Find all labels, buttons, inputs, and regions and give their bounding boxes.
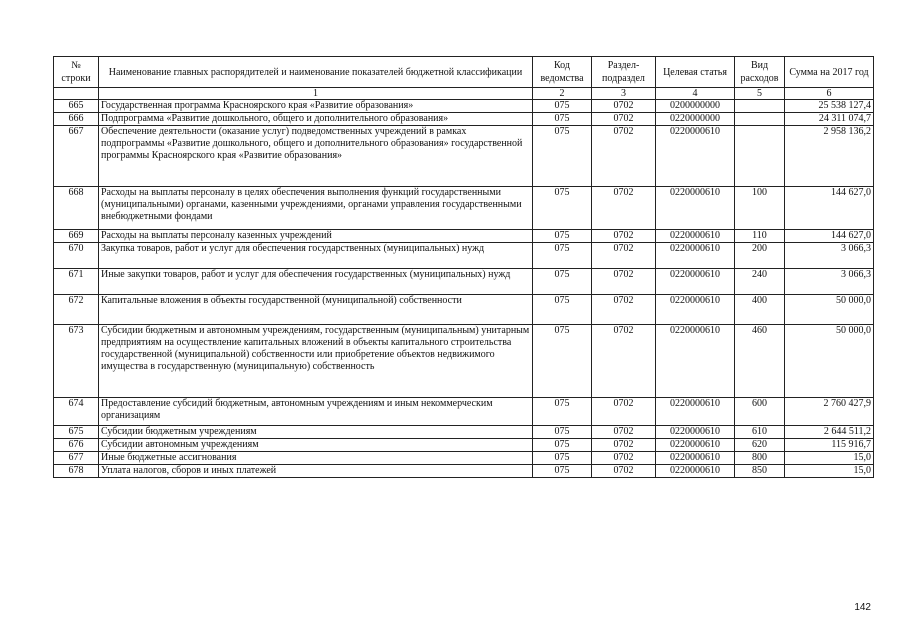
column-index: 4 [656,88,735,100]
row-name: Государственная программа Красноярского края «Развитие образования» [99,100,533,113]
row-expense-type: 600 [735,398,785,426]
row-number: 667 [54,126,99,187]
row-section: 0702 [592,243,656,269]
row-target-item: 0220000000 [656,113,735,126]
header-row [54,57,874,88]
header-department-code: Код ведомства [533,57,592,88]
row-number: 669 [54,230,99,243]
row-target-item: 0200000000 [656,100,735,113]
row-department-code: 075 [533,465,592,478]
row-section: 0702 [592,452,656,465]
row-expense-type: 850 [735,465,785,478]
table-row [54,126,874,187]
column-index: 2 [533,88,592,100]
row-number: 668 [54,187,99,230]
row-expense-type [735,113,785,126]
row-section: 0702 [592,465,656,478]
row-expense-type [735,126,785,187]
row-department-code: 075 [533,398,592,426]
row-sum: 144 627,0 [785,187,874,230]
row-target-item: 0220000610 [656,426,735,439]
row-department-code: 075 [533,243,592,269]
row-name: Субсидии бюджетным учреждениям [99,426,533,439]
row-section: 0702 [592,295,656,325]
row-name: Иные закупки товаров, работ и услуг для обеспечения государственных (муниципальных) нужд [99,269,533,295]
row-name: Субсидии бюджетным и автономным учреждениям, государственным (муниципальным) унитарным предприятиям на осуществление капитальных вложений в объекты капитального строительства государственной (муниципальной) собственности или приобретение объектов недвижимого имущества в государственную (муниципальную) собственность [99,325,533,398]
row-name: Закупка товаров, работ и услуг для обеспечения государственных (муниципальных) нужд [99,243,533,269]
row-target-item: 0220000610 [656,325,735,398]
row-department-code: 075 [533,126,592,187]
table-row [54,187,874,230]
table-row [54,100,874,113]
row-sum: 50 000,0 [785,295,874,325]
table-row [54,295,874,325]
table-row [54,439,874,452]
table-row [54,465,874,478]
row-number: 678 [54,465,99,478]
page-number: 142 [854,602,871,613]
table-row [54,243,874,269]
row-expense-type: 610 [735,426,785,439]
row-department-code: 075 [533,100,592,113]
row-name: Капитальные вложения в объекты государственной (муниципальной) собственности [99,295,533,325]
row-expense-type: 110 [735,230,785,243]
row-name: Обеспечение деятельности (оказание услуг) подведомственных учреждений в рамках подпрограммы «Развитие дошкольного, общего и дополнительного образования» государственной программы Красноярского края «Развитие образования» [99,126,533,187]
row-section: 0702 [592,269,656,295]
row-name: Субсидии автономным учреждениям [99,439,533,452]
row-target-item: 0220000610 [656,295,735,325]
header-sum: Сумма на 2017 год [785,57,874,88]
row-name: Предоставление субсидий бюджетным, автономным учреждениям и иным некоммерческим организациям [99,398,533,426]
row-target-item: 0220000610 [656,452,735,465]
budget-table [53,56,874,478]
row-section: 0702 [592,113,656,126]
row-number: 671 [54,269,99,295]
row-expense-type: 100 [735,187,785,230]
table-body [54,100,874,478]
row-sum: 115 916,7 [785,439,874,452]
row-number: 676 [54,439,99,452]
row-number: 672 [54,295,99,325]
column-index: 5 [735,88,785,100]
row-sum: 50 000,0 [785,325,874,398]
column-index-row [54,88,874,100]
header-name: Наименование главных распорядителей и наименование показателей бюджетной классификации [99,57,533,88]
row-number: 674 [54,398,99,426]
header-section: Раздел-подраздел [592,57,656,88]
row-target-item: 0220000610 [656,269,735,295]
row-expense-type: 200 [735,243,785,269]
table-row [54,426,874,439]
row-sum: 3 066,3 [785,269,874,295]
table-row [54,325,874,398]
row-department-code: 075 [533,325,592,398]
row-number: 666 [54,113,99,126]
row-section: 0702 [592,230,656,243]
row-sum: 3 066,3 [785,243,874,269]
row-section: 0702 [592,398,656,426]
row-sum: 15,0 [785,452,874,465]
row-target-item: 0220000610 [656,126,735,187]
row-section: 0702 [592,439,656,452]
row-sum: 144 627,0 [785,230,874,243]
row-name: Уплата налогов, сборов и иных платежей [99,465,533,478]
row-section: 0702 [592,100,656,113]
row-department-code: 075 [533,452,592,465]
row-number: 670 [54,243,99,269]
row-name: Подпрограмма «Развитие дошкольного, общего и дополнительного образования» [99,113,533,126]
table-row [54,452,874,465]
row-number: 675 [54,426,99,439]
column-index-empty [54,88,99,100]
row-department-code: 075 [533,426,592,439]
table-row [54,269,874,295]
row-section: 0702 [592,426,656,439]
row-number: 673 [54,325,99,398]
row-sum: 24 311 074,7 [785,113,874,126]
row-target-item: 0220000610 [656,465,735,478]
header-expense-type: Вид расходов [735,57,785,88]
row-name: Расходы на выплаты персоналу в целях обеспечения выполнения функций государственными (муниципальными) органами, казенными учреждениями, органами управления государственными внебюджетными фондами [99,187,533,230]
row-name: Иные бюджетные ассигнования [99,452,533,465]
row-target-item: 0220000610 [656,187,735,230]
table-row [54,398,874,426]
row-target-item: 0220000610 [656,439,735,452]
table-row [54,113,874,126]
row-sum: 15,0 [785,465,874,478]
row-name: Расходы на выплаты персоналу казенных учреждений [99,230,533,243]
row-sum: 2 760 427,9 [785,398,874,426]
column-index: 6 [785,88,874,100]
row-number: 677 [54,452,99,465]
row-sum: 25 538 127,4 [785,100,874,113]
row-section: 0702 [592,325,656,398]
column-index: 1 [99,88,533,100]
row-sum: 2 644 511,2 [785,426,874,439]
row-department-code: 075 [533,187,592,230]
row-target-item: 0220000610 [656,230,735,243]
row-department-code: 075 [533,269,592,295]
row-expense-type [735,100,785,113]
row-expense-type: 620 [735,439,785,452]
header-target-item: Целевая статья [656,57,735,88]
row-department-code: 075 [533,113,592,126]
column-index: 3 [592,88,656,100]
row-expense-type: 460 [735,325,785,398]
row-target-item: 0220000610 [656,243,735,269]
table-row [54,230,874,243]
row-section: 0702 [592,187,656,230]
header-row-number: № строки [54,57,99,88]
row-target-item: 0220000610 [656,398,735,426]
row-department-code: 075 [533,439,592,452]
row-expense-type: 240 [735,269,785,295]
row-number: 665 [54,100,99,113]
row-expense-type: 400 [735,295,785,325]
row-sum: 2 958 136,2 [785,126,874,187]
row-department-code: 075 [533,230,592,243]
row-department-code: 075 [533,295,592,325]
row-section: 0702 [592,126,656,187]
row-expense-type: 800 [735,452,785,465]
